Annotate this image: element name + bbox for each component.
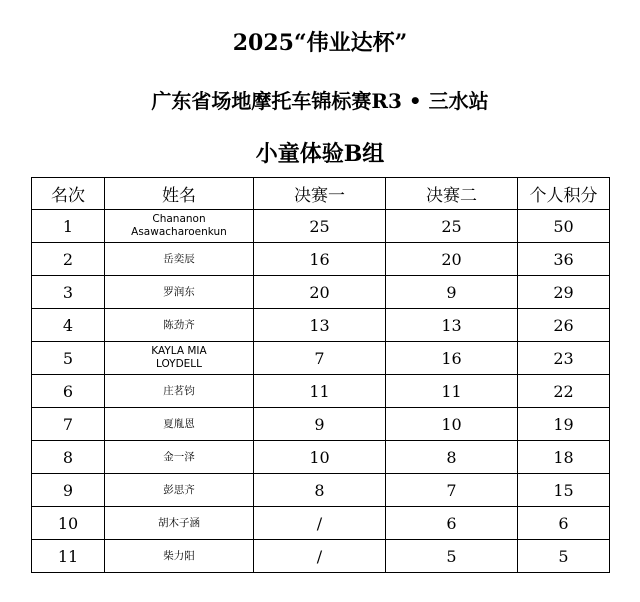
header-name: 姓名 xyxy=(105,178,254,210)
name-line-2: LOYDELL xyxy=(156,358,202,370)
cell-final-1: 7 xyxy=(254,342,386,375)
cell-name xyxy=(105,309,254,342)
cell-final-1: / xyxy=(254,540,386,573)
cell-points: 5 xyxy=(518,540,610,573)
cell-name xyxy=(105,342,254,375)
cell-rank: 1 xyxy=(32,210,105,243)
cell-name xyxy=(105,540,254,573)
championship-title: 广东省场地摩托车锦标赛R3 • 三水站 xyxy=(151,89,489,113)
cell-final-2: 5 xyxy=(386,540,518,573)
cell-points: 23 xyxy=(518,342,610,375)
cell-points: 36 xyxy=(518,243,610,276)
cell-final-1: 16 xyxy=(254,243,386,276)
group-title: 小童体验B组 xyxy=(255,141,385,167)
cell-name xyxy=(105,441,254,474)
results-table xyxy=(31,177,610,573)
header-final-2: 决赛二 xyxy=(386,178,518,210)
name-line-1: 胡木子涵 xyxy=(158,516,200,529)
cell-name xyxy=(105,276,254,309)
cell-final-2: 9 xyxy=(386,276,518,309)
cell-name xyxy=(105,474,254,507)
cell-rank: 8 xyxy=(32,441,105,474)
cell-final-2: 8 xyxy=(386,441,518,474)
cell-rank: 7 xyxy=(32,408,105,441)
cell-final-2: 11 xyxy=(386,375,518,408)
cell-points: 29 xyxy=(518,276,610,309)
cell-final-1: 11 xyxy=(254,375,386,408)
table-row xyxy=(32,276,610,309)
table-row xyxy=(32,408,610,441)
cell-final-2: 16 xyxy=(386,342,518,375)
cell-rank: 2 xyxy=(32,243,105,276)
table-row xyxy=(32,210,610,243)
table-row xyxy=(32,243,610,276)
cell-final-1: 10 xyxy=(254,441,386,474)
cell-name xyxy=(105,210,254,243)
table-row xyxy=(32,441,610,474)
cell-points: 50 xyxy=(518,210,610,243)
table-row xyxy=(32,540,610,573)
cell-rank: 4 xyxy=(32,309,105,342)
cell-rank: 11 xyxy=(32,540,105,573)
name-line-1: KAYLA MIA xyxy=(151,345,207,357)
cell-points: 18 xyxy=(518,441,610,474)
cell-name xyxy=(105,375,254,408)
header-rank: 名次 xyxy=(32,178,105,210)
cell-rank: 5 xyxy=(32,342,105,375)
cell-points: 6 xyxy=(518,507,610,540)
name-line-1: 金一泽 xyxy=(163,450,195,463)
event-title: 2025“伟业达杯” xyxy=(232,30,408,56)
name-line-1: 庄茗钧 xyxy=(163,384,195,397)
cell-final-2: 7 xyxy=(386,474,518,507)
cell-name xyxy=(105,507,254,540)
cell-final-1: 13 xyxy=(254,309,386,342)
header-points: 个人积分 xyxy=(518,178,610,210)
table-row xyxy=(32,342,610,375)
cell-final-1: 20 xyxy=(254,276,386,309)
table-row xyxy=(32,474,610,507)
cell-points: 15 xyxy=(518,474,610,507)
table-row xyxy=(32,507,610,540)
name-line-1: 罗润东 xyxy=(163,285,195,298)
table-row xyxy=(32,309,610,342)
name-line-1: Chananon xyxy=(152,213,206,225)
name-line-1: 岳奕辰 xyxy=(163,252,195,265)
cell-rank: 9 xyxy=(32,474,105,507)
name-line-1: 陈劲齐 xyxy=(163,318,195,331)
cell-final-1: / xyxy=(254,507,386,540)
cell-final-2: 6 xyxy=(386,507,518,540)
cell-points: 26 xyxy=(518,309,610,342)
cell-final-1: 9 xyxy=(254,408,386,441)
table-row xyxy=(32,375,610,408)
cell-name xyxy=(105,408,254,441)
cell-rank: 3 xyxy=(32,276,105,309)
cell-final-2: 25 xyxy=(386,210,518,243)
cell-points: 22 xyxy=(518,375,610,408)
table-body xyxy=(32,210,610,573)
name-line-1: 柴力阳 xyxy=(163,549,195,562)
name-line-1: 彭思齐 xyxy=(163,483,195,496)
table-header-row xyxy=(32,178,610,210)
cell-final-2: 20 xyxy=(386,243,518,276)
cell-rank: 6 xyxy=(32,375,105,408)
cell-final-1: 25 xyxy=(254,210,386,243)
name-line-2: Asawacharoenkun xyxy=(131,226,227,238)
cell-final-2: 13 xyxy=(386,309,518,342)
cell-points: 19 xyxy=(518,408,610,441)
cell-final-2: 10 xyxy=(386,408,518,441)
cell-rank: 10 xyxy=(32,507,105,540)
name-line-1: 夏胤恩 xyxy=(163,417,195,430)
cell-final-1: 8 xyxy=(254,474,386,507)
header-final-1: 决赛一 xyxy=(254,178,386,210)
cell-name xyxy=(105,243,254,276)
